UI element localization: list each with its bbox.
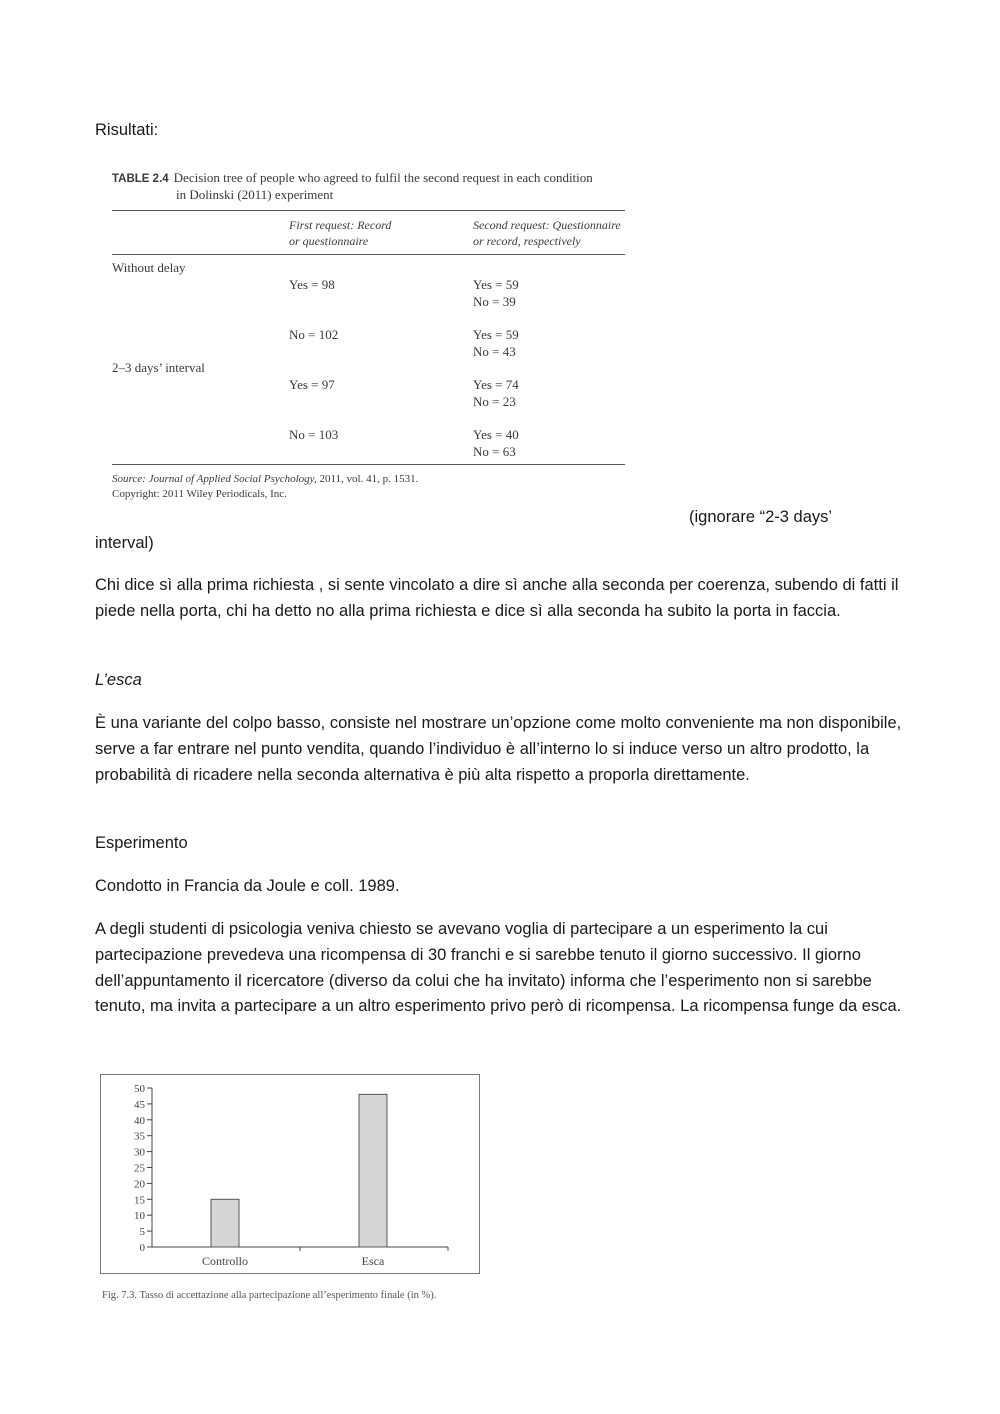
table-cell: No = 43 xyxy=(473,344,516,359)
y-tick-label: 40 xyxy=(134,1114,145,1127)
paragraph-study-reference: Condotto in Francia da Joule e coll. 1989. xyxy=(95,877,400,895)
table-cell: Yes = 74 xyxy=(473,377,519,392)
y-tick-label: 20 xyxy=(134,1178,145,1191)
bar xyxy=(211,1199,239,1247)
paragraph-experiment-description: A degli studenti di psicologia veniva chiesto se avevano voglia di partecipare a un esperimento la cui partecipazione prevedeva una ricompensa di 30 franchi e si sarebbe tenuto il giorno successivo. Il giorno dell’appuntamento il ricercatore (diverso da colui che ha invitato) informa che l’esperimento non si sarebbe tenuto, ma invita a partecipare a un altro esperimento privo però di ricompensa. La ricompensa funge da esca. xyxy=(95,920,902,1016)
y-tick-label: 5 xyxy=(139,1226,145,1239)
table-cell: Yes = 59 xyxy=(473,327,519,342)
table-top-rule xyxy=(112,210,625,211)
experiment-heading: Esperimento xyxy=(95,834,188,852)
col1-header-line1: First request: Record xyxy=(289,218,392,232)
figure-caption: Fig. 7.3. Tasso di accettazione alla partecipazione all’esperimento finale (in %). xyxy=(102,1290,437,1301)
y-tick-label: 30 xyxy=(134,1146,145,1159)
table-caption-line2: in Dolinski (2011) experiment xyxy=(176,187,334,202)
col2-header-line1: Second request: Questionnaire xyxy=(473,218,621,232)
col2-header xyxy=(473,217,621,249)
y-tick-label: 45 xyxy=(134,1098,145,1111)
table-cell: Yes = 40 xyxy=(473,427,519,442)
table-cell: No = 23 xyxy=(473,394,516,409)
col1-header-line2: or questionnaire xyxy=(289,234,369,248)
group-label-interval: 2–3 days’ interval xyxy=(112,360,205,375)
table-cell: Yes = 59 xyxy=(473,277,519,292)
source-prefix: Source: xyxy=(112,473,146,485)
x-tick-label: Controllo xyxy=(201,1254,249,1268)
y-tick-label: 50 xyxy=(134,1083,145,1095)
y-tick-label: 35 xyxy=(134,1130,145,1143)
table-caption xyxy=(112,170,627,203)
col1-header xyxy=(289,217,391,249)
table-label: TABLE 2.4 xyxy=(112,173,169,185)
bar xyxy=(359,1094,387,1247)
paragraph-lure-description: È una variante del colpo basso, consiste nel mostrare un’opzione come molto conveniente ma non disponibile, serve a far entrare nel punto vendita, quando l’individuo è all’interno lo si induce verso un altro prodotto, la probabilità di ricadere nella seconda alternativa è più alta rispetto a proporla direttamente. xyxy=(95,714,902,784)
ignore-note: (ignorare “2-3 days’ xyxy=(689,508,833,526)
table-caption-line1: Decision tree of people who agreed to fulfil the second request in each condition xyxy=(173,170,593,185)
source-tail: 2011, vol. 41, p. 1531. xyxy=(319,473,419,485)
table-cell: No = 102 xyxy=(289,327,339,342)
results-heading: Risultati: xyxy=(95,121,159,139)
table-cell: No = 103 xyxy=(289,427,339,442)
y-tick-label: 10 xyxy=(134,1210,145,1223)
col2-header-line2: or record, respectively xyxy=(473,234,581,248)
ignore-note-cont: interval) xyxy=(95,534,154,552)
paragraph-consistency: Chi dice sì alla prima richiesta , si sente vincolato a dire sì anche alla seconda per coerenza, subendo di fatti il piede nella porta, chi ha detto no alla prima richiesta e dice sì alla seconda ha subito la porta in faccia. xyxy=(95,576,899,620)
table-cell: No = 63 xyxy=(473,444,516,459)
table-bottom-rule xyxy=(112,464,625,465)
y-tick-label: 25 xyxy=(134,1162,145,1175)
y-tick-label: 0 xyxy=(139,1242,145,1254)
table-header-rule xyxy=(112,254,625,255)
section-subheading: L’esca xyxy=(95,671,142,689)
table-source xyxy=(112,472,418,487)
source-journal: Journal of Applied Social Psychology, xyxy=(148,473,317,485)
bar-chart xyxy=(100,1074,480,1274)
x-tick-label: Esca xyxy=(361,1254,385,1268)
table-copyright: Copyright: 2011 Wiley Periodicals, Inc. xyxy=(112,488,287,500)
table-cell: Yes = 98 xyxy=(289,277,335,292)
table-cell: Yes = 97 xyxy=(289,377,335,392)
group-label-without-delay: Without delay xyxy=(112,260,186,275)
decision-tree-table xyxy=(112,170,627,510)
table-cell: No = 39 xyxy=(473,294,516,309)
y-tick-label: 15 xyxy=(134,1194,145,1207)
